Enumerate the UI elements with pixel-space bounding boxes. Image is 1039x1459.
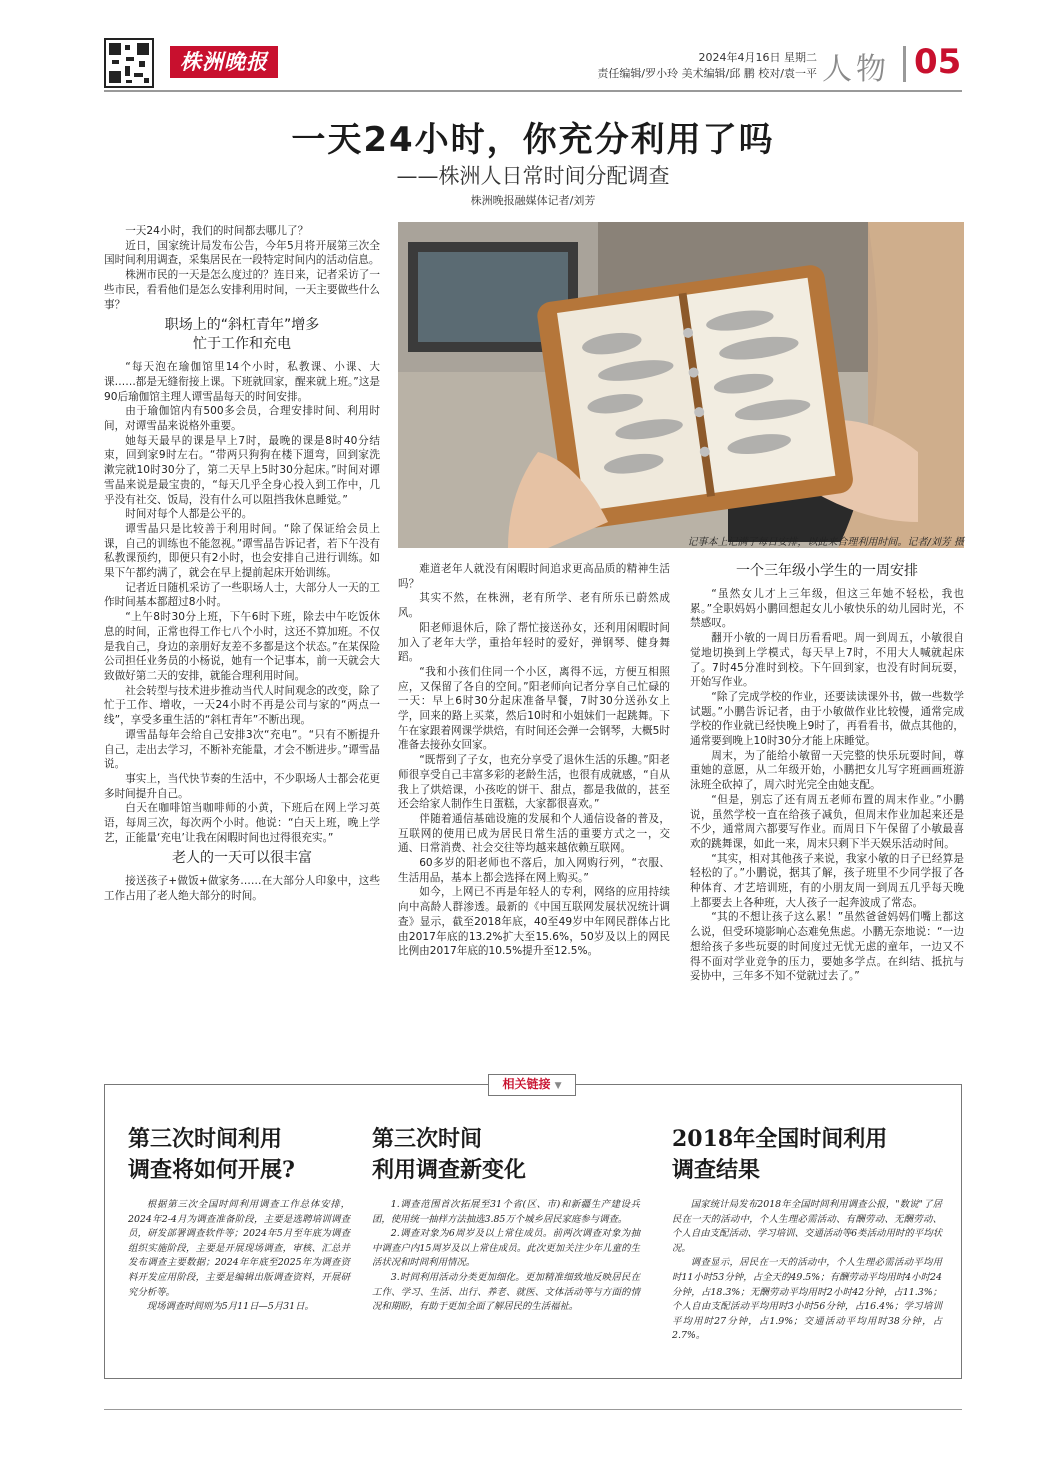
- footer-rule: [104, 1409, 962, 1410]
- paragraph: 根据第三次全国时间利用调查工作总体安排，2024年2-4月为调查准备阶段，主要是选聘培训调查员，研发部署调查软件等；2024年5月至年底为调查组织实施阶段，主要是开展现场调查，审核、汇总并发布调查主要数据；2024年年底至2025年为调查资料开发应用阶段，主要是编辑出版调查资料，开展研究分析等。: [128, 1199, 350, 1298]
- qr-code[interactable]: [104, 38, 154, 88]
- article-byline: 株洲晚报融媒体记者/刘芳: [470, 194, 596, 207]
- paragraph: 接送孩子+做饭+做家务……在大部分人印象中，这些工作占用了老人绝大部分的时间。: [104, 875, 380, 903]
- header-rule: [104, 90, 962, 92]
- article-column-2: [398, 562, 670, 959]
- article-photo: [398, 222, 964, 548]
- paragraph: 时间对每个人都是公平的。: [125, 508, 253, 521]
- paragraph: 株洲市民的一天是怎么度过的？连日来，记者采访了一些市民，看看他们是怎么安排利用时间，一天主要做些什么事？: [104, 269, 380, 311]
- related-item-3-body: [672, 1198, 942, 1344]
- related-links-label: 相关链接: [502, 1077, 551, 1091]
- editor-credits: 责任编辑/罗小玲 美术编辑/邱 鹏 校对/袁一平: [597, 67, 817, 80]
- issue-date: 2024年4月16日 星期二: [698, 51, 817, 64]
- related-item-2-title: 第三次时间 利用调查新变化: [372, 1126, 527, 1183]
- paragraph: “但是，别忘了还有周五老师布置的周末作业。”小鹏说，虽然学校一直在给孩子减负，但周末作业加起来还是不少，通常周六都要写作业。而周日下午保留了小敏最喜欢的跳舞课，如此一来，周末只剩下半天娱乐活动时间。: [690, 793, 964, 850]
- masthead-logo: 株洲晚报: [170, 46, 278, 78]
- paragraph: “其的不想让孩子这么累！”虽然爸爸妈妈们嘴上都这么说，但受环境影响心态难免焦虑。小鹏无奈地说：“一边想给孩子多些玩耍的时间度过无忧无虑的童年，一边又不得不面对学业竞争的压力，要她多学点。在纠结、抵抗与妥协中，三年多不知不觉就过去了。”: [690, 911, 964, 983]
- paragraph: 记者近日随机采访了一些职场人士，大部分人一天的工作时间基本都超过8小时。: [104, 581, 380, 609]
- paragraph: 3.时间利用活动分类更加细化。更加精准细致地反映居民在工作、学习、生活、出行、养老、就医、文体活动等与方面的情况和期盼，有助于更加全面了解居民的生活福祉。: [372, 1271, 640, 1313]
- paragraph: 白天在咖啡馆当咖啡师的小黄，下班后在网上学习英语，每周三次，每次两个小时。他说：“白天上班，晚上学艺，正能量‘充电’让我在闲暇时间也过得很充实。”: [104, 802, 380, 844]
- paragraph: “既帮到了子女，也充分享受了退休生活的乐趣。”阳老师很享受自己丰富多彩的老龄生活，也很有成就感，“自从我上了烘焙课，小孩吃的饼干、甜点，都是我做的，甚至还会给家人制作生日蛋糕，大家都很喜欢。”: [398, 754, 670, 811]
- related-item-1: [128, 1124, 350, 1315]
- paragraph: “虽然女儿才上三年级，但这三年她不轻松，我也累。”全职妈妈小鹏回想起女儿小敏快乐的幼儿园时光，不禁感叹。: [690, 588, 964, 630]
- section-divider: [903, 46, 906, 82]
- paragraph: 其实不然，在株洲，老有所学、老有所乐已蔚然成风。: [398, 592, 670, 620]
- paragraph: 事实上，当代快节奏的生活中，不少职场人士都会花更多时间提升自己。: [104, 772, 380, 800]
- section-name: 人物: [822, 52, 890, 87]
- related-item-2: [372, 1124, 640, 1315]
- paragraph: 60多岁的阳老师也不落后，加入网购行列，“衣服、生活用品，基本上都会选择在网上购买。”: [398, 857, 670, 884]
- paragraph: “每天泡在瑜伽馆里14个小时，私教课、小课、大课……都是无缝衔接上课。下班就回家，醒来就上班。”这是90后瑜伽馆主理人谭雪晶每天的时间安排。: [104, 361, 380, 403]
- paragraph: 谭雪晶只是比较善于利用时间。“除了保证给会员上课，自己的训练也不能忽视。”谭雪晶告诉记者，若下午没有私教课预约，即便只有2小时，也会安排自己进行训练。如果下午都约满了，就会在早上提前起床开始训练。: [104, 522, 380, 580]
- paragraph: 伴随着通信基础设施的发展和个人通信设备的普及，互联网的使用已成为居民日常生活的重要方式之一，交通、日常消费、社会交往等均越来越依赖互联网。: [398, 812, 670, 855]
- paragraph: 一天24小时，我们的时间都去哪儿了？: [125, 225, 309, 237]
- date-editor-info: [597, 50, 817, 82]
- related-item-2-body: [372, 1198, 640, 1315]
- section-heading-elderly: 老人的一天可以很丰富: [172, 850, 312, 867]
- paragraph: 现场调查时间则为5月11日—5月31日。: [146, 1301, 314, 1313]
- paragraph: 难道老年人就没有闲暇时间追求更高品质的精神生活吗？: [398, 563, 670, 590]
- paragraph: 如今，上网已不再是年轻人的专利，网络的应用持续向中高龄人群渗透。最新的《中国互联网发展状况统计调查》显示，截至2018年底，40至49岁中年网民群体占比由2017年底的13.2%扩大至15.6%，50岁及以上的网民比例由2017年底的10.5%提升至12.5%。: [398, 886, 670, 958]
- paragraph: “上午8时30分上班，下午6时下班，除去中午吃饭休息的时间，正常也得工作七八个小时，这还不算加班。不仅是我自己，身边的亲朋好友差不多都是这个状态。”在某保险公司担任业务员的小杨说，她有一个记事本，前一天就会大致做好第二天的安排，就能合理利用时间。: [104, 611, 380, 682]
- article-subheadline: ——株洲人日常时间分配调查: [396, 164, 670, 188]
- paragraph: 她每天最早的课是早上7时，最晚的课是8时40分结束，回到家9时左右。“带两只狗狗在楼下遛弯，回到家洗漱完就10时30分了，第二天早上5时30分起床。”时间对谭雪晶来说是最宝贵的，“每天几乎全身心投入到工作中，几乎没有社交、饭局，没有什么可以阻挡我休息睡觉。”: [104, 434, 380, 506]
- paragraph: 近日，国家统计局发布公告，今年5月将开展第三次全国时间利用调查，采集居民在一段特定时间内的活动信息。: [104, 239, 380, 267]
- paragraph: “其实，相对其他孩子来说，我家小敏的日子已经算是轻松的了。”小鹏说，据其了解，孩子班里不少同学报了各种体育、才艺培训班，有的小朋友周一到周五几乎每天晚上都要去上各种班，大人孩子一起奔波成了常态。: [690, 852, 964, 909]
- chevron-down-icon: ▼: [554, 1081, 562, 1091]
- paragraph: 2.调查对象为6周岁及以上常住成员。前两次调查对象为抽中调查户内15周岁及以上常住成员。此次更加关注少年儿童的生活状况和时间利用情况。: [372, 1228, 640, 1269]
- section-heading-workplace: 职场上的“斜杠青年”增多 忙于工作和充电: [164, 317, 320, 353]
- page-number: 05: [914, 42, 962, 82]
- paragraph: 国家统计局发布2018年全国时间利用调查公报，"数说"了居民在一天的活动中，个人生理必需活动、有酬劳动、无酬劳动、个人自由支配活动、学习培训、交通活动等6类活动用时的平均状况。: [672, 1199, 942, 1254]
- paragraph: “除了完成学校的作业，还要读读课外书，做一些数学试题。”小鹏告诉记者，由于小敏做作业比较慢，通常完成学校的作业就已经快晚上9时了，再看看书，做点其他的，通常要到晚上10时30分才能上床睡觉。: [690, 690, 964, 748]
- related-links-tag: [488, 1074, 576, 1096]
- paragraph: 由于瑜伽馆内有500多会员，合理安排时间、利用时间，对谭雪晶来说格外重要。: [104, 405, 380, 433]
- article-column-1: [104, 224, 380, 904]
- notebook-photo-illustration: [398, 222, 964, 548]
- related-item-3: [672, 1124, 942, 1344]
- related-item-1-body: [128, 1198, 350, 1315]
- paragraph: 社会转型与技术进步推动当代人时间观念的改变，除了忙于工作、增收，一天24小时不再是公司与家的“两点一线”，享受多重生活的“斜杠青年”不断出现。: [104, 684, 380, 727]
- related-item-1-title: 第三次时间利用 调查将如何开展?: [128, 1126, 295, 1183]
- paragraph: 阳老师退休后，除了帮忙接送孙女，还利用闲暇时间加入了老年大学，重拾年轻时的爱好，弹钢琴、健身舞蹈。: [398, 621, 670, 664]
- paragraph: 1.调查范围首次拓展至31个省(区、市)和新疆生产建设兵团，使用统一抽样方法抽选3.85万个城乡居民家庭参与调查。: [372, 1199, 640, 1225]
- section-heading-student: 一个三年级小学生的一周安排: [736, 563, 918, 579]
- paragraph: 翻开小敏的一周日历看看吧。周一到周五，小敏很自觉地切换到上学模式，每天早上7时，不用大人喊就起床了。7时45分准时到校。下午回到家，也没有时间玩耍，开始写作业。: [690, 632, 964, 689]
- photo-caption: 记事本上记满了每日安排，以此来合理利用时间。记者/刘芳 摄: [687, 537, 964, 548]
- paragraph: 谭雪晶每年会给自己安排3次“充电”。“只有不断提升自己，走出去学习，不断补充能量，才会不断进步。”谭雪晶说。: [104, 728, 380, 771]
- paragraph: 周末，为了能给小敏留一天完整的快乐玩耍时间，尊重她的意愿，从二年级开始，小鹏把女儿写字班画画班游泳班全砍掉了，周六时光完全由她支配。: [690, 749, 964, 792]
- article-column-3: [690, 562, 964, 984]
- paragraph: “我和小孩们住同一个小区，离得不远，方便互相照应，又保留了各自的空间。”阳老师向记者分享自己忙碌的一天：早上6时30分起床准备早餐，7时30分送孙女上学，回来的路上买菜，然后10时和小姐妹们一起跳舞。下午在家跟着网课学烘焙，有时间还会弹一会钢琴，大概5时准备去接孙女回家。: [398, 665, 670, 752]
- related-item-3-title: 2018年全国时间利用 调查结果: [672, 1126, 888, 1183]
- article-headline: 一天24小时，你充分利用了吗: [291, 120, 775, 160]
- paragraph: 调查显示，居民在一天的活动中，个人生理必需活动平均用时11小时53分钟，占全天的49.5%；有酬劳动平均用时4小时24分钟，占18.3%；无酬劳动平均用时2小时42分钟，占11.3%；个人自由支配活动平均用时3小时56分钟，占16.4%；学习培训平均用时27分钟，占1.9%；交通活动平均用时38分钟，占2.7%。: [672, 1257, 942, 1342]
